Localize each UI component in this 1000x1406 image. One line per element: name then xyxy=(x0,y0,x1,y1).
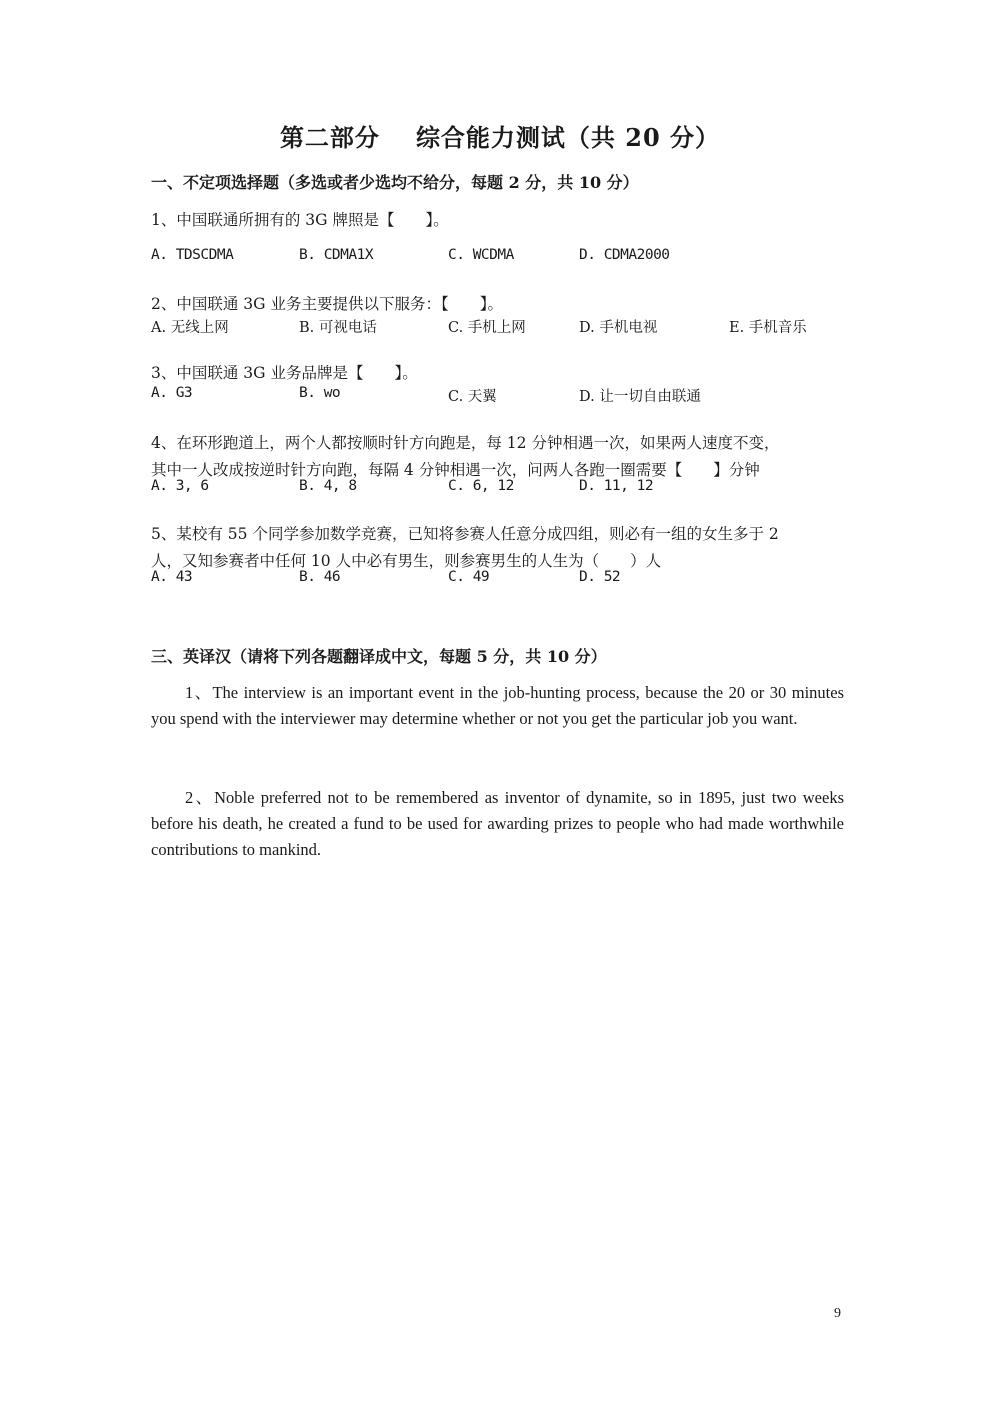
option-d: D. 手机电视 xyxy=(579,320,658,336)
option-b: B. 4, 8 xyxy=(299,478,357,494)
question-2 xyxy=(151,292,503,314)
question-text-line2: 人，又知参赛者中任何 10 人中必有男生，则参赛男生的人生为（ ）人 xyxy=(151,552,662,570)
option-d: D. CDMA2000 xyxy=(579,247,670,263)
page-title xyxy=(0,118,1000,153)
option-b: B. 46 xyxy=(299,569,341,585)
option-c: C. 手机上网 xyxy=(448,320,526,336)
option-b: B. 可视电话 xyxy=(299,320,377,336)
question-text: 3、中国联通 3G 业务品牌是【 】。 xyxy=(151,364,418,382)
translation-text: 2、Noble preferred not to be remembered as inventor of dynamite, so in 1895, just two weeks before his death, he created a fund to be used for awarding prizes to people who had made worthwhile contributions to mankind. xyxy=(151,788,844,859)
option-c: C. WCDMA xyxy=(448,247,514,263)
question-2-options xyxy=(151,316,851,336)
option-a: A. TDSCDMA xyxy=(151,247,234,263)
section1-heading: 一、不定项选择题（多选或者少选均不给分，每题 2 分，共 10 分） xyxy=(151,173,639,192)
option-d: D. 52 xyxy=(579,569,621,585)
option-a: A. 无线上网 xyxy=(151,320,229,336)
option-b: B. CDMA1X xyxy=(299,247,374,263)
translation-item-1 xyxy=(151,680,844,732)
part-name: 综合能力测试（共 20 分） xyxy=(415,123,721,152)
page-number: 9 xyxy=(834,1306,841,1321)
question-5 xyxy=(151,522,779,571)
option-e: E. 手机音乐 xyxy=(729,320,807,336)
question-text: 2、中国联通 3G 业务主要提供以下服务：【 】。 xyxy=(151,295,503,313)
question-3-options xyxy=(151,385,851,405)
translation-item-2 xyxy=(151,785,844,863)
question-text-line2: 其中一人改成按逆时针方向跑，每隔 4 分钟相遇一次，问两人各跑一圈需要【 】分钟 xyxy=(151,461,760,479)
option-c: C. 天翼 xyxy=(448,389,497,405)
question-text: 1、中国联通所拥有的 3G 牌照是【 】。 xyxy=(151,211,449,229)
option-b: B. wo xyxy=(299,385,341,401)
section3-heading: 三、英译汉（请将下列各题翻译成中文，每题 5 分，共 10 分） xyxy=(151,647,607,666)
option-a: A. 3, 6 xyxy=(151,478,209,494)
question-4-options xyxy=(151,478,851,498)
part-label: 第二部分 xyxy=(279,123,380,152)
option-a: A. 43 xyxy=(151,569,193,585)
question-1 xyxy=(151,208,449,230)
option-c: C. 6, 12 xyxy=(448,478,514,494)
option-a: A. G3 xyxy=(151,385,193,401)
question-text-line1: 5、某校有 55 个同学参加数学竞赛，已知将参赛人任意分成四组，则必有一组的女生多于 2 xyxy=(151,525,779,543)
option-d: D. 让一切自由联通 xyxy=(579,389,701,405)
option-d: D. 11, 12 xyxy=(579,478,654,494)
question-4 xyxy=(151,431,779,480)
question-1-options xyxy=(151,247,851,267)
question-3 xyxy=(151,361,418,383)
translation-text: 1、The interview is an important event in the job-hunting process, because the 20 or 30 minutes you spend with the interviewer may determine whether or not you get the particular job you want. xyxy=(151,683,844,728)
option-c: C. 49 xyxy=(448,569,490,585)
question-5-options xyxy=(151,569,851,589)
question-text-line1: 4、在环形跑道上，两个人都按顺时针方向跑是，每 12 分钟相遇一次，如果两人速度不变， xyxy=(151,434,780,452)
